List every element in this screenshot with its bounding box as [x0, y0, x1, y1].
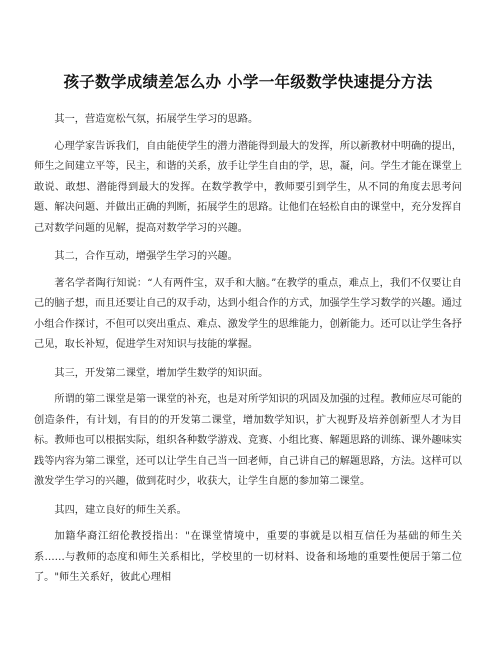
document-body [34, 110, 462, 589]
paragraph-4: 加籍华裔江绍伦教授指出："在课堂情境中，重要的事就是以相互信任为基础的师生关系……与教师的态度和师生关系相比，学校里的一切材料、设备和场地的重要性便居于第二位了。"师生关系好，彼此心理相 [34, 531, 462, 583]
section-heading-3: 其三，开发第二课堂，增加学生数学的知识面。 [54, 367, 269, 379]
section-heading-2: 其二，合作互动，增强学生学习的兴趣。 [54, 251, 238, 262]
section-heading-4: 其四，建立良好的师生关系。 [54, 504, 187, 516]
section-heading-1: 其一，营造宽松气氛，拓展学生学习的思路。 [54, 114, 259, 125]
paragraph-3: 所谓的第二课堂是第一课堂的补充，也是对所学知识的巩固及加强的过程。教师应尽可能的创造条件，有计划，有目的的开发第二课堂，增加数学知识，扩大视野及培养创新型人才为目标。教师也可以根据实际，组织各种数学游戏、竞赛、小组比赛、解题思路的训练、课外趣味实践等内容为第二课堂，还可以让学生自己当一回老师，自己讲自己的解题思路，方法。这样可以激发学生学习的兴趣，做到花时少，收获大，让学生自愿的参加第二课堂。 [34, 394, 462, 487]
document-title: 孩子数学成绩差怎么办 小学一年级数学快速提分方法 [63, 73, 433, 91]
paragraph-2: 著名学者陶行知说：“人有两件宝，双手和大脑。”在教学的重点，难点上，我们不仅要让自己的脑子想，而且还要让自己的双手动，达到小组合作的方式，加强学生学习数学的兴趣。通过小组合作探讨，不但可以突出重点、难点、激发学生的思维能力，创新能力。还可以让学生各抒己见，取长补短，促进学生对知识与技能的掌握。 [34, 277, 462, 350]
paragraph-1: 心理学家告诉我们，自由能使学生的潜力潜能得到最大的发挥，所以新教材中明确的提出，师生之间建立平等，民主，和谐的关系，放手让学生自由的学，思，凝，问。学生才能在课堂上敢说、敢想、潜能得到最大的发挥。在数学教学中，教师要引到学生，从不同的角度去思考问题、解决问题、并做出正确的判断，拓展学生的思路。让他们在轻松自由的课堂中，充分发挥自己对数学问题的见解，提高对数学学习的兴趣。 [34, 140, 462, 234]
